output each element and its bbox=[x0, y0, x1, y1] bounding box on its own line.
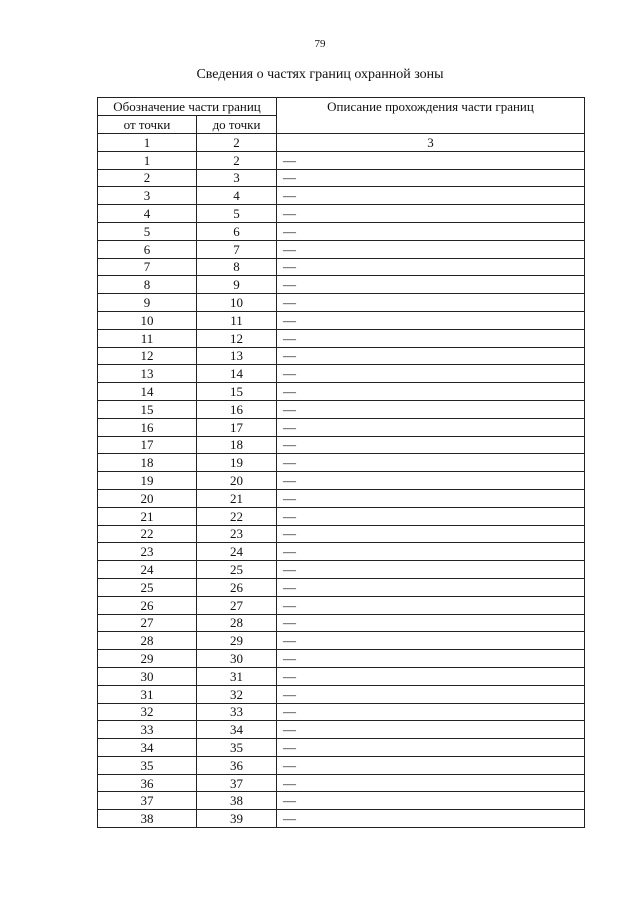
table-row bbox=[98, 400, 585, 418]
from-point-cell: 3 bbox=[98, 187, 197, 205]
to-point-cell: 18 bbox=[197, 436, 277, 454]
to-point-cell: 14 bbox=[197, 365, 277, 383]
from-point-cell: 36 bbox=[98, 774, 197, 792]
description-cell: — bbox=[277, 240, 585, 258]
table-row bbox=[98, 721, 585, 739]
description-cell: — bbox=[277, 276, 585, 294]
from-point-cell: 21 bbox=[98, 507, 197, 525]
from-point-cell: 14 bbox=[98, 383, 197, 401]
table-row bbox=[98, 614, 585, 632]
table-row bbox=[98, 418, 585, 436]
from-point-cell: 9 bbox=[98, 294, 197, 312]
to-point-cell: 7 bbox=[197, 240, 277, 258]
from-point-cell: 30 bbox=[98, 667, 197, 685]
to-point-cell: 33 bbox=[197, 703, 277, 721]
header-to-point: до точки bbox=[197, 116, 277, 134]
table-row bbox=[98, 596, 585, 614]
description-cell: — bbox=[277, 258, 585, 276]
from-point-cell: 12 bbox=[98, 347, 197, 365]
description-cell: — bbox=[277, 632, 585, 650]
column-number-2: 2 bbox=[197, 134, 277, 152]
table-row bbox=[98, 543, 585, 561]
to-point-cell: 39 bbox=[197, 810, 277, 828]
from-point-cell: 15 bbox=[98, 400, 197, 418]
from-point-cell: 37 bbox=[98, 792, 197, 810]
table-row bbox=[98, 774, 585, 792]
to-point-cell: 6 bbox=[197, 222, 277, 240]
table-row bbox=[98, 436, 585, 454]
to-point-cell: 17 bbox=[197, 418, 277, 436]
from-point-cell: 16 bbox=[98, 418, 197, 436]
table-row bbox=[98, 650, 585, 668]
table-row bbox=[98, 703, 585, 721]
table-row bbox=[98, 365, 585, 383]
from-point-cell: 22 bbox=[98, 525, 197, 543]
page-number: 79 bbox=[314, 38, 326, 50]
to-point-cell: 5 bbox=[197, 205, 277, 223]
to-point-cell: 4 bbox=[197, 187, 277, 205]
table-row bbox=[98, 169, 585, 187]
to-point-cell: 23 bbox=[197, 525, 277, 543]
header-description: Описание прохождения части границ bbox=[277, 98, 585, 134]
from-point-cell: 23 bbox=[98, 543, 197, 561]
description-cell: — bbox=[277, 596, 585, 614]
description-cell: — bbox=[277, 311, 585, 329]
to-point-cell: 24 bbox=[197, 543, 277, 561]
table-row bbox=[98, 258, 585, 276]
table-row bbox=[98, 187, 585, 205]
from-point-cell: 2 bbox=[98, 169, 197, 187]
to-point-cell: 8 bbox=[197, 258, 277, 276]
to-point-cell: 38 bbox=[197, 792, 277, 810]
to-point-cell: 21 bbox=[197, 489, 277, 507]
to-point-cell: 37 bbox=[197, 774, 277, 792]
description-cell: — bbox=[277, 436, 585, 454]
to-point-cell: 10 bbox=[197, 294, 277, 312]
from-point-cell: 29 bbox=[98, 650, 197, 668]
description-cell: — bbox=[277, 792, 585, 810]
description-cell: — bbox=[277, 578, 585, 596]
to-point-cell: 16 bbox=[197, 400, 277, 418]
table-row bbox=[98, 240, 585, 258]
description-cell: — bbox=[277, 205, 585, 223]
description-cell: — bbox=[277, 739, 585, 757]
description-cell: — bbox=[277, 169, 585, 187]
from-point-cell: 38 bbox=[98, 810, 197, 828]
description-cell: — bbox=[277, 525, 585, 543]
table-row bbox=[98, 632, 585, 650]
from-point-cell: 11 bbox=[98, 329, 197, 347]
to-point-cell: 28 bbox=[197, 614, 277, 632]
to-point-cell: 15 bbox=[197, 383, 277, 401]
from-point-cell: 7 bbox=[98, 258, 197, 276]
table-row bbox=[98, 507, 585, 525]
boundary-parts-table bbox=[97, 97, 585, 828]
description-cell: — bbox=[277, 489, 585, 507]
to-point-cell: 19 bbox=[197, 454, 277, 472]
description-cell: — bbox=[277, 383, 585, 401]
header-from-point: от точки bbox=[98, 116, 197, 134]
table-row bbox=[98, 667, 585, 685]
from-point-cell: 34 bbox=[98, 739, 197, 757]
from-point-cell: 4 bbox=[98, 205, 197, 223]
table-body bbox=[98, 151, 585, 827]
description-cell: — bbox=[277, 774, 585, 792]
table-row bbox=[98, 222, 585, 240]
from-point-cell: 13 bbox=[98, 365, 197, 383]
to-point-cell: 3 bbox=[197, 169, 277, 187]
description-cell: — bbox=[277, 561, 585, 579]
from-point-cell: 33 bbox=[98, 721, 197, 739]
to-point-cell: 31 bbox=[197, 667, 277, 685]
table-row bbox=[98, 561, 585, 579]
from-point-cell: 24 bbox=[98, 561, 197, 579]
table-row bbox=[98, 489, 585, 507]
from-point-cell: 5 bbox=[98, 222, 197, 240]
from-point-cell: 20 bbox=[98, 489, 197, 507]
column-number-3: 3 bbox=[277, 134, 585, 152]
table-row bbox=[98, 347, 585, 365]
description-cell: — bbox=[277, 703, 585, 721]
table-row bbox=[98, 525, 585, 543]
from-point-cell: 10 bbox=[98, 311, 197, 329]
table-row bbox=[98, 205, 585, 223]
from-point-cell: 17 bbox=[98, 436, 197, 454]
to-point-cell: 26 bbox=[197, 578, 277, 596]
table-row bbox=[98, 276, 585, 294]
description-cell: — bbox=[277, 454, 585, 472]
from-point-cell: 35 bbox=[98, 756, 197, 774]
to-point-cell: 11 bbox=[197, 311, 277, 329]
table-row bbox=[98, 578, 585, 596]
description-cell: — bbox=[277, 507, 585, 525]
from-point-cell: 31 bbox=[98, 685, 197, 703]
description-cell: — bbox=[277, 756, 585, 774]
to-point-cell: 34 bbox=[197, 721, 277, 739]
table-row bbox=[98, 739, 585, 757]
description-cell: — bbox=[277, 400, 585, 418]
description-cell: — bbox=[277, 721, 585, 739]
document-title: Сведения о частях границ охранной зоны bbox=[196, 67, 444, 82]
to-point-cell: 25 bbox=[197, 561, 277, 579]
table-row bbox=[98, 311, 585, 329]
description-cell: — bbox=[277, 543, 585, 561]
from-point-cell: 32 bbox=[98, 703, 197, 721]
from-point-cell: 27 bbox=[98, 614, 197, 632]
to-point-cell: 9 bbox=[197, 276, 277, 294]
description-cell: — bbox=[277, 418, 585, 436]
from-point-cell: 1 bbox=[98, 151, 197, 169]
description-cell: — bbox=[277, 294, 585, 312]
to-point-cell: 13 bbox=[197, 347, 277, 365]
to-point-cell: 32 bbox=[197, 685, 277, 703]
to-point-cell: 22 bbox=[197, 507, 277, 525]
table-row bbox=[98, 151, 585, 169]
to-point-cell: 30 bbox=[197, 650, 277, 668]
description-cell: — bbox=[277, 667, 585, 685]
description-cell: — bbox=[277, 614, 585, 632]
to-point-cell: 12 bbox=[197, 329, 277, 347]
description-cell: — bbox=[277, 329, 585, 347]
description-cell: — bbox=[277, 347, 585, 365]
from-point-cell: 25 bbox=[98, 578, 197, 596]
table-row bbox=[98, 685, 585, 703]
from-point-cell: 28 bbox=[98, 632, 197, 650]
table-row bbox=[98, 383, 585, 401]
description-cell: — bbox=[277, 151, 585, 169]
description-cell: — bbox=[277, 187, 585, 205]
header-boundary-designation: Обозначение части границ bbox=[98, 98, 277, 116]
from-point-cell: 6 bbox=[98, 240, 197, 258]
table-row bbox=[98, 454, 585, 472]
description-cell: — bbox=[277, 650, 585, 668]
table-row bbox=[98, 810, 585, 828]
to-point-cell: 29 bbox=[197, 632, 277, 650]
to-point-cell: 2 bbox=[197, 151, 277, 169]
to-point-cell: 36 bbox=[197, 756, 277, 774]
table-row bbox=[98, 472, 585, 490]
description-cell: — bbox=[277, 222, 585, 240]
from-point-cell: 26 bbox=[98, 596, 197, 614]
table-row bbox=[98, 294, 585, 312]
table-row bbox=[98, 756, 585, 774]
description-cell: — bbox=[277, 472, 585, 490]
from-point-cell: 19 bbox=[98, 472, 197, 490]
table-row bbox=[98, 792, 585, 810]
description-cell: — bbox=[277, 365, 585, 383]
table-row bbox=[98, 329, 585, 347]
from-point-cell: 8 bbox=[98, 276, 197, 294]
description-cell: — bbox=[277, 810, 585, 828]
to-point-cell: 35 bbox=[197, 739, 277, 757]
to-point-cell: 27 bbox=[197, 596, 277, 614]
from-point-cell: 18 bbox=[98, 454, 197, 472]
to-point-cell: 20 bbox=[197, 472, 277, 490]
column-number-1: 1 bbox=[98, 134, 197, 152]
description-cell: — bbox=[277, 685, 585, 703]
